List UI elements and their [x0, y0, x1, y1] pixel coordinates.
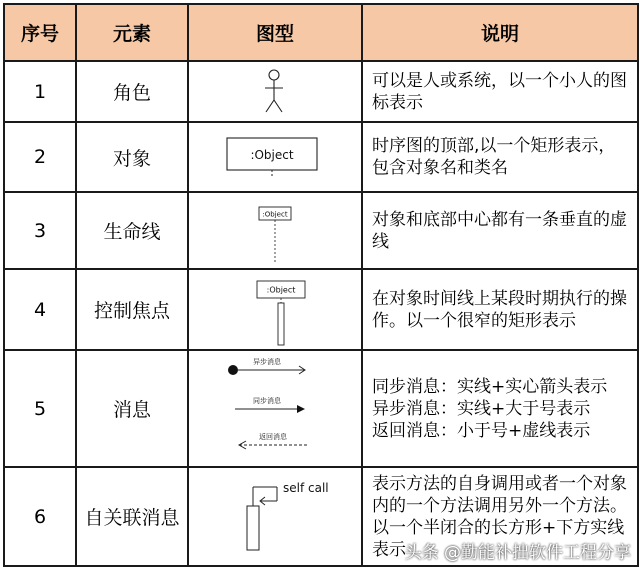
- table-row: [4, 269, 638, 350]
- row-description: [362, 350, 638, 467]
- row-no: 5: [4, 350, 76, 467]
- row-element-name: 自关联消息: [76, 467, 188, 566]
- row-no: 4: [4, 269, 76, 350]
- row-no: 2: [4, 122, 76, 192]
- lifeline-label: :Object: [262, 210, 288, 219]
- table-row: [4, 122, 638, 192]
- row-figure: [188, 350, 362, 467]
- object-box-icon: [189, 124, 363, 190]
- row-description: 可以是人或系统，以一个小人的图标表示: [362, 61, 638, 122]
- table-row: [4, 192, 638, 269]
- row-no: 3: [4, 192, 76, 269]
- row-element-name: 消息: [76, 350, 188, 467]
- row-description: 对象和底部中心都有一条垂直的虚线: [362, 192, 638, 269]
- row-no: 6: [4, 467, 76, 566]
- row-figure: [188, 269, 362, 350]
- async-message-label: 异步消息: [253, 358, 281, 366]
- start-dot-icon: [228, 365, 238, 375]
- return-message-label: 返回消息: [259, 433, 287, 441]
- stick-figure-icon: [189, 63, 363, 120]
- row-element-name: 控制焦点: [76, 269, 188, 350]
- row-no: 1: [4, 61, 76, 122]
- header-no: 序号: [4, 4, 76, 61]
- row-figure: [188, 467, 362, 566]
- lifeline-icon: [189, 194, 363, 267]
- row-figure: [188, 61, 362, 122]
- row-figure: [188, 122, 362, 192]
- message-type-line: 同步消息：实线+实心箭头表示: [372, 376, 608, 397]
- header-desc: 说明: [362, 4, 638, 61]
- row-figure: [188, 192, 362, 269]
- header-row: [4, 4, 638, 61]
- row-element-name: 生命线: [76, 192, 188, 269]
- activation-icon: [189, 271, 363, 348]
- watermark: 头条 @勤能补拙软件工程分享: [404, 543, 631, 563]
- messages-icon: [189, 352, 363, 465]
- row-description: 表示方法的自身调用或者一个对象内的一个方法调用另外一个方法。以一个半闭合的长方形+下方实线表示: [362, 467, 638, 566]
- self-call-icon: [189, 469, 363, 564]
- object-box-label: :Object: [250, 148, 294, 162]
- uml-sequence-elements-table: [3, 3, 637, 567]
- row-description: 时序图的顶部,以一个矩形表示，包含对象名和类名: [362, 122, 638, 192]
- row-element-name: 对象: [76, 122, 188, 192]
- header-element: 元素: [76, 4, 188, 61]
- elements-table: [3, 3, 639, 567]
- row-description: 在对象时间线上某段时期执行的操作。以一个很窄的矩形表示: [362, 269, 638, 350]
- row-element-name: 角色: [76, 61, 188, 122]
- table-row: [4, 61, 638, 122]
- table-row: [4, 350, 638, 467]
- self-call-label: self call: [283, 481, 329, 495]
- activation-label: :Object: [266, 285, 296, 295]
- message-type-line: 异步消息：实线+大于号表示: [372, 398, 591, 419]
- sync-message-label: 同步消息: [253, 397, 281, 405]
- message-type-line: 返回消息：小于号+虚线表示: [372, 420, 591, 441]
- header-figure: 图型: [188, 4, 362, 61]
